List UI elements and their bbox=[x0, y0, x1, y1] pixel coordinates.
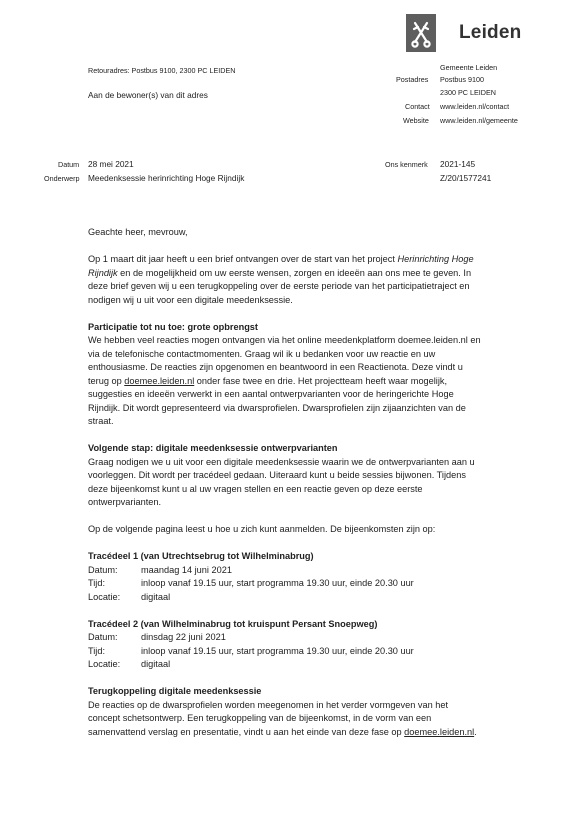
intro-line-4: nodigen wij u uit voor een digitale meedenksessie. bbox=[88, 294, 293, 305]
sender-postadres-label: Postadres bbox=[396, 75, 429, 84]
crossed-keys-icon bbox=[406, 14, 436, 52]
session-date-label: Datum: bbox=[88, 564, 118, 575]
section-terugkoppeling-text bbox=[88, 699, 481, 740]
section-volgende-stap-text bbox=[88, 456, 481, 510]
session-location-label: Locatie: bbox=[88, 659, 121, 669]
section-heading-volgende-stap: Volgende stap: digitale meedenksessie ontwerpvarianten bbox=[88, 443, 338, 453]
text-line: deze bijeenkomst kunt u al uw vragen stellen en een reactie geven op deze eerste bbox=[88, 483, 423, 494]
date-label: Datum bbox=[58, 160, 80, 169]
text-line: ontwerpvarianten. bbox=[88, 497, 162, 507]
text-line: Graag nodigen we u uit voor een digitale meedenksessie waarin we de ontwerpvarianten aan u bbox=[88, 456, 475, 467]
date-value: 28 mei 2021 bbox=[88, 159, 134, 169]
section-heading-terugkoppeling: Terugkoppeling digitale meedenksessie bbox=[88, 686, 262, 696]
section-heading-participatie: Participatie tot nu toe: grote opbrengst bbox=[88, 321, 258, 332]
leiden-crest-logo bbox=[406, 14, 436, 52]
session-date-label: Datum: bbox=[88, 632, 118, 642]
session-date-value: maandag 14 juni 2021 bbox=[141, 564, 232, 575]
session-time-label: Tijd: bbox=[88, 578, 106, 588]
text-line: terug op bbox=[88, 375, 125, 386]
section-participatie-text bbox=[88, 334, 481, 429]
doemee-link[interactable]: doemee.leiden.nl bbox=[124, 375, 195, 386]
text-line: enthousiasme. De reacties zijn opgenomen en beantwoord in een Reactienota. Deze vindt u bbox=[88, 362, 463, 372]
project-name-cont: Rijndijk bbox=[88, 267, 118, 278]
session-block-2 bbox=[88, 618, 481, 672]
sender-website-link[interactable]: www.leiden.nl/gemeente bbox=[440, 116, 518, 125]
intro-paragraph bbox=[88, 253, 481, 307]
salutation: Geachte heer, mevrouw, bbox=[88, 227, 188, 237]
addressee: Aan de bewoner(s) van dit adres bbox=[88, 90, 208, 100]
sender-contact-link[interactable]: www.leiden.nl/contact bbox=[440, 102, 510, 111]
session-time-value: inloop vanaf 19.15 uur, start programma 19.30 uur, einde 20.30 uur bbox=[141, 645, 414, 656]
text-line: Rijndijk. Dit wordt gepresenteerd via dwarsprofielen. Dwarsprofielen zijn zijaanzichten van de bbox=[88, 402, 466, 413]
session-location-value: digitaal bbox=[141, 659, 171, 669]
session-time-value: inloop vanaf 19.15 uur, start programma 19.30 uur, einde 20.30 uur bbox=[141, 578, 414, 588]
reference-value-2: Z/20/1577241 bbox=[440, 173, 492, 183]
session-title: Tracédeel 2 (van Wilhelminabrug tot kruispunt Persant Snoepweg) bbox=[88, 618, 378, 629]
reference-label: Ons kenmerk bbox=[385, 160, 428, 169]
session-date-value: dinsdag 22 juni 2021 bbox=[141, 632, 226, 642]
sender-name: Gemeente Leiden bbox=[440, 63, 498, 72]
intro-line-1: Op 1 maart dit jaar heeft u een brief ontvangen over de start van het project bbox=[88, 254, 398, 264]
letter-body bbox=[88, 226, 481, 739]
text-line: We hebben veel reacties mogen ontvangen via het online meedenkplatform doemee.leiden.nl en bbox=[88, 335, 481, 345]
session-location-value: digitaal bbox=[141, 591, 171, 602]
doemee-link[interactable]: doemee.leiden.nl bbox=[404, 726, 475, 737]
intro-line-2: en de mogelijkheid om uw eerste wensen, zorgen en ideeën aan ons mee te geven. In bbox=[117, 267, 472, 278]
text-line: suggesties en ideeën verwerkt in een aantal ontwerpvarianten voor de heringerichte Hoge bbox=[88, 389, 454, 399]
text-line: via de telefonische contactmomenten. Graag wil ik u bedanken voor uw reactie en uw bbox=[88, 348, 436, 359]
session-time-label: Tijd: bbox=[88, 645, 106, 656]
text-line: samenvattend verslag en presentatie, vindt u aan het einde van deze fase op bbox=[88, 726, 405, 737]
return-address: Retouradres: Postbus 9100, 2300 PC LEIDEN bbox=[88, 66, 236, 75]
sender-contact-label: Contact bbox=[405, 102, 430, 111]
sender-postadres-value: Postbus 9100 bbox=[440, 75, 484, 84]
text-line: onder fase twee en drie. Het projectteam heeft waar mogelijk, bbox=[194, 375, 448, 386]
sender-postcode-value: 2300 PC LEIDEN bbox=[440, 88, 496, 97]
reference-value-1: 2021-145 bbox=[440, 159, 476, 169]
subject-label: Onderwerp bbox=[44, 174, 80, 183]
sender-website-label: Website bbox=[403, 116, 429, 125]
session-title: Tracédeel 1 (van Utrechtsebrug tot Wilhelminabrug) bbox=[88, 551, 314, 561]
session-location-label: Locatie: bbox=[88, 591, 121, 602]
text-line: voorleggen. Dit wordt per tracédeel gedaan. Uiteraard kunt u beide sessies bijwonen. Tijdens bbox=[88, 470, 466, 480]
text-line: . bbox=[474, 726, 477, 737]
session-block-1 bbox=[88, 550, 481, 604]
logo-wordmark: Leiden bbox=[459, 22, 522, 43]
next-page-note: Op de volgende pagina leest u hoe u zich kunt aanmelden. De bijeenkomsten zijn op: bbox=[88, 524, 436, 534]
text-line: straat. bbox=[88, 416, 114, 426]
subject-value: Meedenksessie herinrichting Hoge Rijndijk bbox=[88, 173, 245, 183]
project-name: Herinrichting Hoge bbox=[397, 254, 474, 264]
text-line: De reacties op de dwarsprofielen worden meegenomen in het verder vormgeven van het bbox=[88, 699, 449, 710]
intro-line-3: deze brief geven wij u een terugkoppeling over de eerste periode van het participatietraject en bbox=[88, 281, 470, 291]
text-line: concept schetsontwerp. Een terugkoppeling van de bijeenkomst, in de vorm van een bbox=[88, 713, 432, 723]
